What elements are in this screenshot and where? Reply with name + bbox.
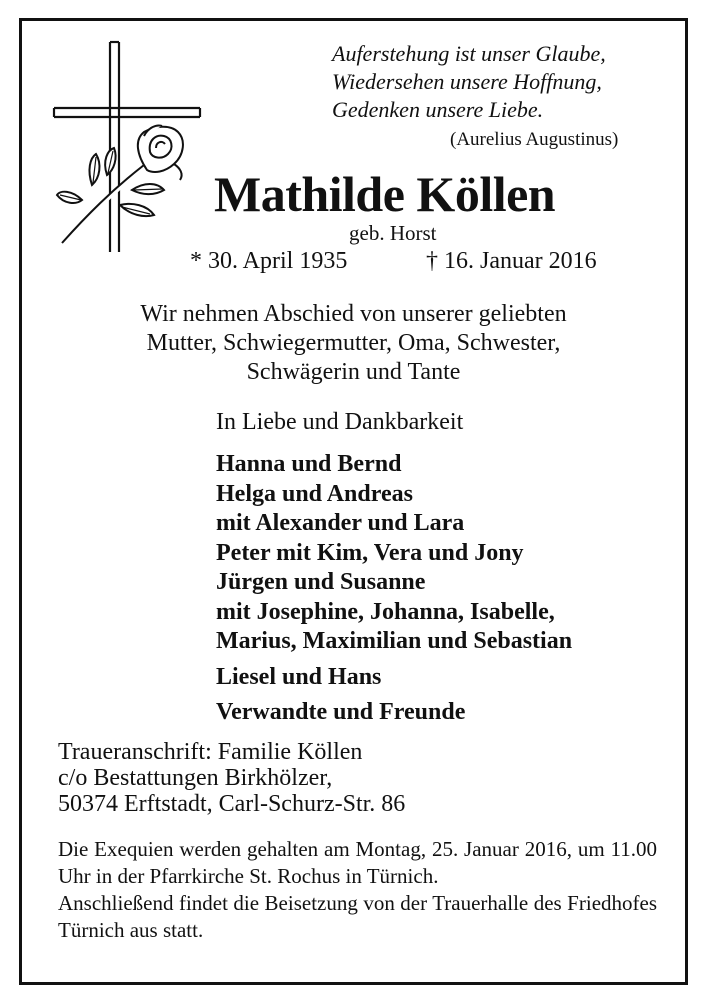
farewell-text: [0, 300, 707, 387]
farewell-line: Mutter, Schwiegermutter, Oma, Schwester,: [146, 330, 561, 356]
farewell-line: Wir nehmen Abschied von unserer geliebten: [140, 301, 567, 327]
farewell-line: Schwägerin und Tante: [246, 359, 461, 385]
quote-line: Auferstehung ist unser Glaube,: [332, 41, 606, 66]
address-line: 50374 Erftstadt, Carl-Schurz-Str. 86: [58, 791, 406, 817]
death-date: † 16. Januar 2016: [426, 248, 597, 274]
birth-date: * 30. April 1935: [190, 248, 348, 274]
quote-line: Wiedersehen unsere Hoffnung,: [332, 69, 602, 94]
address-line: Traueranschrift: Familie Köllen: [58, 739, 363, 765]
mourner-line: Marius, Maximilian und Sebastian: [216, 628, 573, 654]
mourner-line: mit Alexander und Lara: [216, 510, 465, 536]
service-details: [58, 836, 657, 944]
address-line: c/o Bestattungen Birkhölzer,: [58, 765, 333, 791]
exequies-text: Die Exequien werden gehalten am Montag, 25. Januar 2016, um 11.00 Uhr in der Pfarrkirche St. Rochus in Türnich.: [58, 837, 657, 888]
cross-rose-icon: [52, 40, 207, 255]
mourner-line: Jürgen und Susanne: [216, 569, 426, 595]
mourners-list: [216, 450, 572, 728]
memorial-quote: [332, 40, 606, 124]
mourner-line: Liesel und Hans: [216, 663, 382, 690]
birth-name: geb. Horst: [349, 221, 437, 245]
mourner-line: Helga und Andreas: [216, 480, 413, 507]
mourner-line: mit Josephine, Johanna, Isabelle,: [216, 598, 555, 625]
mourner-line: Hanna und Bernd: [216, 451, 402, 477]
mourner-line: Peter mit Kim, Vera und Jony: [216, 539, 524, 566]
quote-author: (Aurelius Augustinus): [450, 129, 619, 150]
gratitude-line: In Liebe und Dankbarkeit: [216, 409, 464, 435]
deceased-name: Mathilde Köllen: [214, 166, 556, 222]
mourning-address: [58, 739, 405, 817]
quote-line: Gedenken unsere Liebe.: [332, 97, 544, 122]
burial-text: Anschließend findet die Beisetzung von der Trauerhalle des Friedhofes Türnich aus statt.: [58, 891, 657, 942]
mourner-line: Verwandte und Freunde: [216, 699, 466, 725]
